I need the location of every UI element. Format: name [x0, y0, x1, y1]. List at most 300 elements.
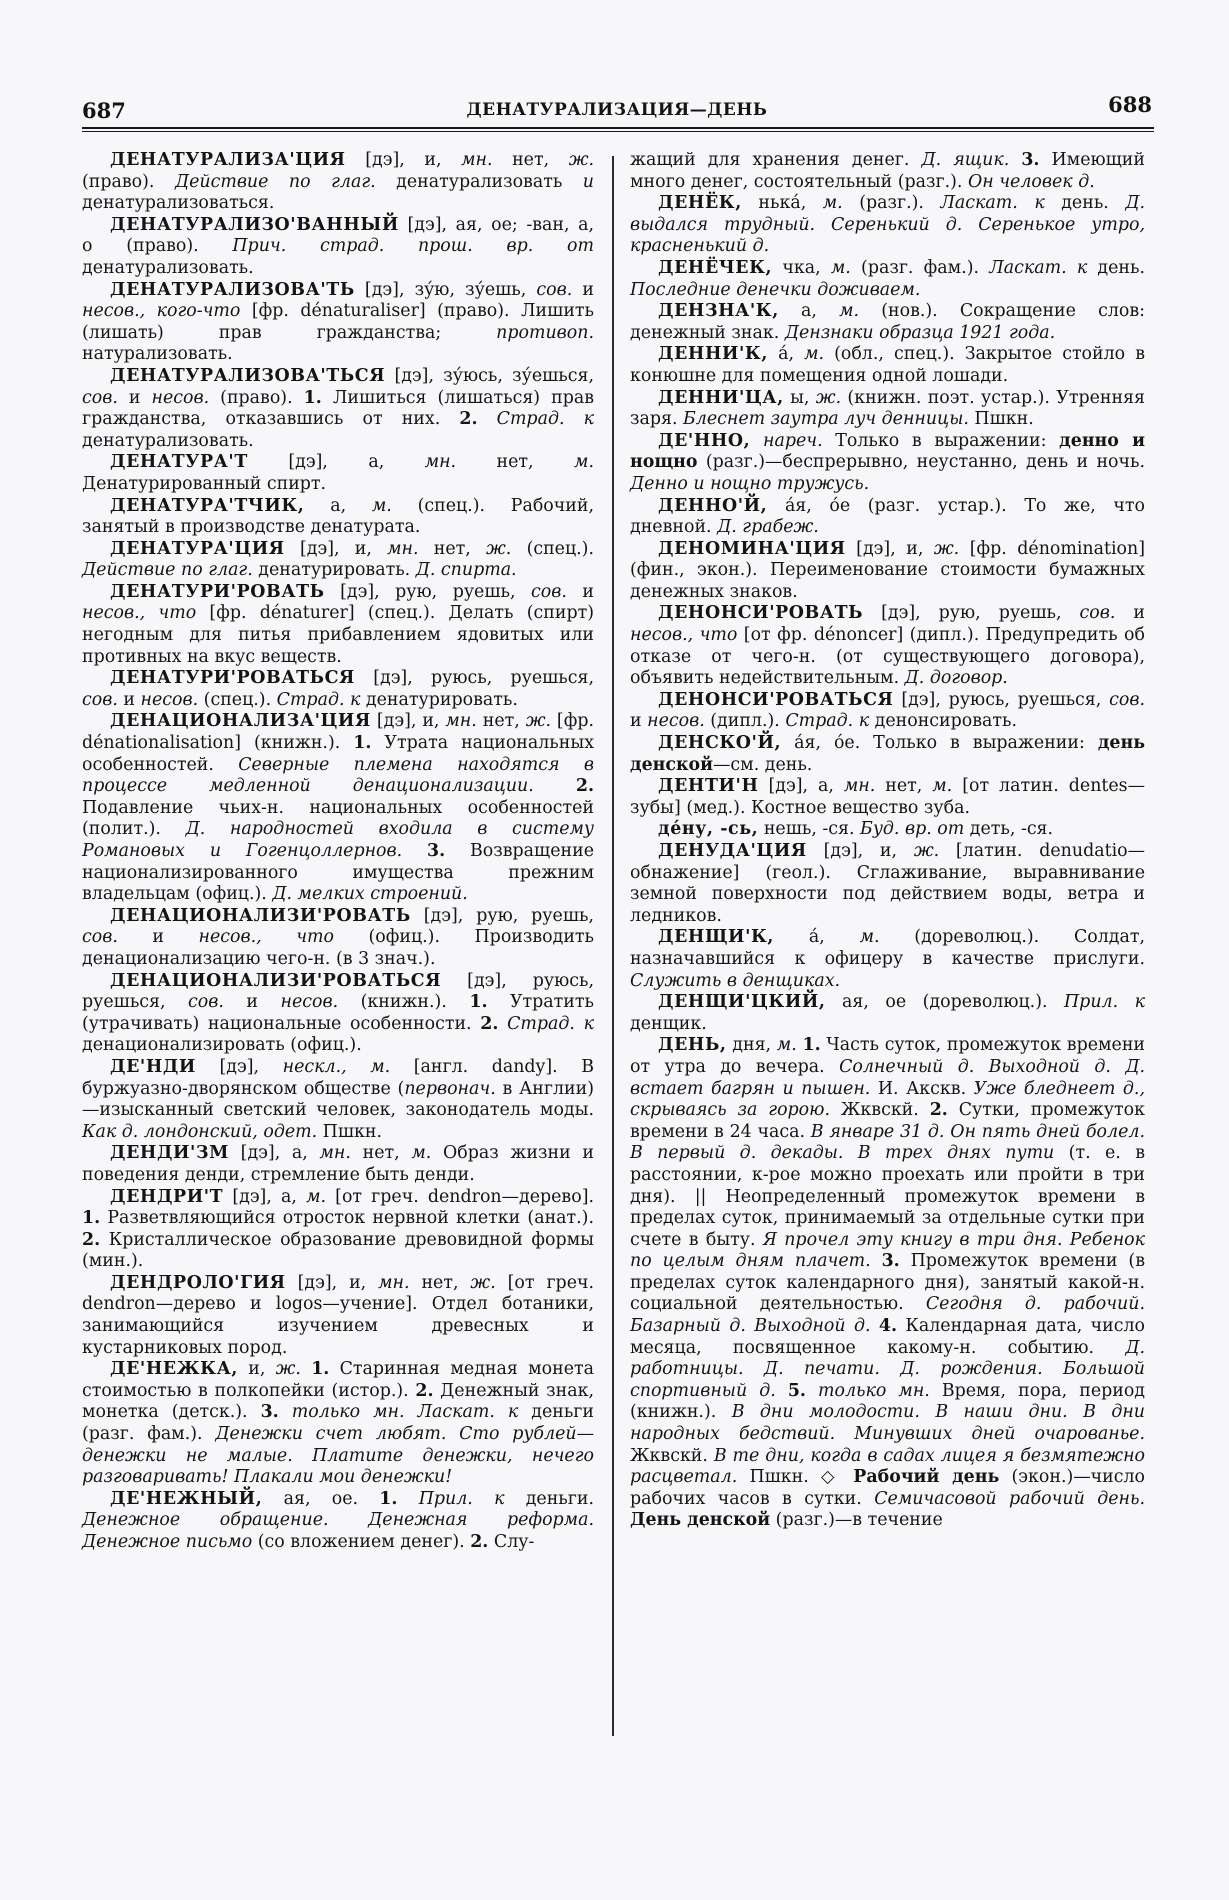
italic-text: Как д. лондонский, одет.: [82, 1121, 318, 1142]
entry-text: Денатурированный спирт.: [82, 473, 327, 494]
bold-text: 2.: [575, 776, 594, 797]
headword: ДЕНТИ'Н: [658, 776, 759, 797]
page-number-left: 687: [82, 98, 126, 123]
entry-text: (обл., спец.). Закрытое стойло в конюшне для помещения одной лошади.: [630, 344, 1146, 386]
italic-text: Ласкат. к: [940, 193, 1045, 214]
italic-text: несов.: [647, 711, 705, 732]
italic-text: м.: [804, 344, 825, 365]
entry-text: [от греч. dendron—дерево и logos—учение]. Отдел ботаники, занимающийся изучением древесных и кустарниковых пород.: [82, 1272, 595, 1358]
entry-text: Сутки, промежуток времени в 24 часа.: [630, 1100, 1145, 1142]
entry-text: нет,: [875, 776, 933, 797]
italic-text: и: [582, 171, 594, 192]
entry-text: нет,: [350, 1143, 412, 1164]
bold-text: 2.: [415, 1380, 434, 1401]
italic-text: противоп.: [496, 322, 594, 343]
entry-text: [дэ], и,: [285, 1272, 379, 1293]
italic-text: Действие по глаг.: [174, 171, 376, 192]
bold-text: 1.: [303, 387, 322, 408]
entry-text: денщик.: [630, 1013, 707, 1034]
entry-text: (офиц.). Производить денационализацию чего-н. (в 3 знач.).: [82, 927, 595, 969]
entry-text: [дэ], и,: [345, 150, 462, 170]
headword: ДЕНАТУРАЛИЗОВА'ТЬСЯ: [110, 365, 386, 386]
entry-text: а,: [304, 495, 372, 516]
headword: ДЕНОНСИ'РОВАТЬ: [658, 603, 864, 624]
italic-text: Дензнаки образца 1921 года.: [784, 322, 1056, 343]
italic-text: м.: [776, 1035, 797, 1056]
italic-text: Д. договор.: [904, 668, 1008, 689]
entry-text: Жквскй.: [630, 1445, 714, 1466]
entry-text: Утрата национальных особенностей.: [82, 733, 595, 775]
italic-text: первонач.: [404, 1078, 496, 1099]
entry-text: и,: [237, 1359, 276, 1380]
entry-text: [дэ], а,: [758, 776, 844, 797]
headword: ДЕННИ'ЦА,: [658, 387, 784, 408]
italic-text: Д. ящик.: [921, 150, 1010, 170]
bold-text: 1.: [802, 1035, 821, 1056]
left-column: [82, 150, 594, 1554]
headword: ДЕННО'Й,: [658, 495, 768, 516]
dictionary-entry: [82, 1359, 594, 1489]
headword: ДЕНАТУРА'ТЧИК,: [110, 495, 305, 516]
entry-text: [дэ], руюсь, руешься,: [893, 689, 1110, 710]
italic-text: ж.: [525, 711, 551, 732]
entry-text: деть, -ся.: [964, 819, 1054, 840]
dictionary-entry: [630, 258, 1145, 301]
italic-text: Уже бледнеет д., скрываясь за горою.: [630, 1078, 1145, 1121]
bold-text: День денской: [630, 1510, 771, 1531]
headword: ДЕНДРИ'Т: [110, 1186, 224, 1207]
dictionary-entry: [82, 668, 594, 711]
italic-text: В дни молодости. В наши дни. В дни народных бедствий. Минувших дней очарованье.: [630, 1402, 1145, 1445]
entry-text: [дэ], рую, руешь,: [863, 603, 1080, 624]
dictionary-entry: [630, 539, 1145, 604]
entry-text: [дэ], а,: [223, 1186, 307, 1207]
entry-text: [дэ], руюсь, руешься,: [354, 668, 594, 689]
italic-text: мн.: [424, 452, 457, 473]
column-separator: [612, 156, 614, 1736]
entry-text: [871, 1251, 882, 1271]
bold-text: 2.: [82, 1229, 101, 1250]
entry-text: а́,: [768, 344, 805, 365]
bold-text: 1.: [353, 733, 372, 754]
entry-text: (право).: [209, 387, 304, 408]
right-column: [630, 150, 1145, 1532]
entry-text: Только в выражении:: [822, 430, 1060, 451]
entry-text: в Англии)—изысканный светский человек, законодатель моды.: [82, 1078, 594, 1121]
bold-text: 3.: [427, 841, 446, 861]
entry-text: Имеющий много денег, состоятельный (разг.).: [630, 150, 1145, 192]
dictionary-entry: [82, 280, 594, 366]
italic-text: сов.: [1109, 689, 1145, 710]
entry-text: чка,: [772, 257, 831, 278]
italic-text: Прил. к: [1064, 992, 1145, 1013]
italic-text: Я прочел эту книгу в три дня. Ребенок по целым дням плачет.: [630, 1229, 1146, 1272]
entry-text: (спец.). Рабочий, занятый в производстве денатурата.: [82, 495, 594, 538]
entry-text: [дэ], руюсь, руешься,: [82, 970, 594, 1013]
entry-text: Образ жизни и поведения денди, стремление быть денди.: [82, 1143, 594, 1185]
entry-text: дня,: [726, 1035, 777, 1056]
entry-text: [776, 1381, 788, 1401]
headword: ДЕНЩИ'К,: [658, 927, 775, 948]
italic-text: В январе 31 д. Он пять дней болел. В первый д. декады. В трех днях пути: [630, 1121, 1145, 1164]
bold-text: 3.: [881, 1251, 900, 1272]
dictionary-entry: [82, 1143, 594, 1186]
entry-text: и: [117, 927, 199, 948]
entry-text: (право).: [82, 171, 175, 192]
italic-text: В те дни, когда в садах лицея я безмятежно расцветал.: [630, 1445, 1145, 1488]
italic-text: ж.: [486, 538, 512, 559]
entry-text: [дэ], и,: [370, 711, 446, 732]
entry-text: день.: [1044, 193, 1126, 214]
italic-text: Он человек д.: [968, 171, 1095, 192]
italic-text: несов.: [151, 387, 210, 408]
dictionary-entry: [82, 452, 594, 495]
entry-text: Пшкн.: [968, 409, 1034, 430]
italic-text: Прич. страд. прош. вр. от: [232, 236, 594, 257]
header-rule-thin: [82, 131, 1154, 132]
entry-text: денатурализоваться.: [82, 193, 275, 214]
headword: ДЕНАЦИОНАЛИЗИ'РОВАТЬ: [110, 905, 411, 926]
italic-text: Страд. к: [276, 689, 361, 710]
italic-text: мн.: [461, 150, 493, 170]
entry-text: [от фр. dénoncer] (дипл.). Предупредить об отказе от чего-н. (от существующего договора), объявить недействительным.: [630, 625, 1145, 689]
italic-text: Буд. вр. от: [860, 819, 965, 840]
entry-text: (разг. фам.).: [850, 257, 990, 278]
entry-text: [478, 409, 497, 429]
headword: ДЕНЗНА'К,: [658, 301, 779, 322]
entry-text: и: [572, 279, 594, 300]
italic-text: Страд. к: [507, 1013, 594, 1034]
entry-text: и: [566, 581, 595, 602]
italic-text: сов.: [82, 689, 118, 710]
entry-text: и: [630, 711, 648, 732]
entry-text: Кристаллическое образование древовидной формы (мин.).: [82, 1229, 594, 1272]
italic-text: Д. спирта.: [415, 560, 517, 581]
bold-text: 3.: [260, 1402, 279, 1423]
italic-text: сов.: [1079, 603, 1116, 624]
entry-text: (книжн.).: [338, 992, 470, 1013]
entry-text: [279, 1402, 292, 1422]
entry-text: Календарная дата, число месяца, посвященное какому-н. событию.: [630, 1316, 1145, 1358]
dictionary-entry: [82, 1057, 594, 1143]
dictionary-entry: [630, 496, 1145, 539]
entry-text: денатурировать.: [360, 689, 518, 710]
italic-text: мн.: [378, 1272, 410, 1293]
dictionary-entry: [630, 193, 1145, 258]
italic-text: м.: [822, 193, 843, 214]
entry-text: Лишиться (лишаться) прав гражданства, отказавшись от них.: [82, 387, 594, 430]
entry-text: [дэ], и,: [845, 538, 934, 559]
bold-text: 1.: [311, 1359, 330, 1380]
bold-text: 3.: [1021, 150, 1040, 170]
italic-text: сов.: [536, 279, 573, 300]
headword: ДЕНДРОЛО'ГИЯ: [110, 1272, 286, 1293]
entry-text: нет,: [476, 711, 526, 732]
entry-text: и: [117, 387, 152, 408]
headword: ДЕ'НЕЖКА,: [110, 1359, 238, 1380]
entry-text: Пшкн. ◇: [737, 1467, 854, 1488]
italic-text: Ласкат. к: [989, 257, 1088, 278]
header-rule: [82, 127, 1154, 129]
entry-text: [дэ], а,: [228, 1143, 320, 1164]
entry-text: [дэ],: [195, 1056, 283, 1077]
entry-text: (со вложением денег).: [252, 1532, 471, 1552]
dictionary-entry: [630, 1035, 1145, 1532]
headword: ДЕНСКО'Й,: [658, 733, 782, 754]
entry-text: Пшкн.: [317, 1121, 383, 1142]
bold-text: 2.: [459, 409, 478, 430]
italic-text: ж.: [470, 1272, 496, 1293]
italic-text: сов.: [82, 387, 118, 408]
entry-text: денатурировать.: [252, 560, 416, 581]
italic-text: несов.: [140, 689, 199, 710]
entry-text: а,: [778, 301, 840, 322]
dictionary-entry: [82, 711, 594, 905]
italic-text: Денно и нощно тружусь.: [630, 473, 870, 494]
italic-text: м.: [574, 452, 594, 473]
entry-text: [дэ], рую, руешь,: [324, 581, 532, 602]
italic-text: ж.: [568, 150, 595, 170]
entry-text: (книжн. поэт. устар.). Утренняя заря.: [630, 387, 1145, 430]
italic-text: Последние денечки доживаем.: [630, 279, 921, 300]
entry-text: Подавление чьих-н. национальных особенностей (полит.).: [82, 797, 594, 840]
entry-text: нет,: [492, 150, 569, 170]
italic-text: несов.: [280, 992, 339, 1013]
bold-text: 1.: [469, 992, 488, 1013]
entry-text: деньги.: [504, 1488, 595, 1509]
bold-text: Рабочий день: [853, 1467, 1000, 1488]
running-title: ДЕНАТУРАЛИЗАЦИЯ—ДЕНЬ: [466, 100, 768, 120]
bold-text: 4.: [878, 1316, 898, 1337]
dictionary-entry: [82, 215, 594, 280]
entry-text: [дэ], а,: [247, 452, 425, 473]
dictionary-entry: [82, 1489, 594, 1554]
headword: ДЕНЩИ'ЦКИЙ,: [658, 992, 826, 1013]
bold-text: день денской: [630, 733, 1145, 775]
italic-text: только мн. Ласкат. к: [291, 1402, 519, 1423]
entry-text: [1009, 150, 1021, 170]
bold-text: 1.: [82, 1208, 101, 1229]
headword: ДЕНАТУРАЛИЗОВА'ТЬ: [110, 279, 355, 300]
italic-text: нескл., м.: [282, 1056, 391, 1077]
entry-text: (спец.).: [198, 689, 277, 710]
entry-text: нешь, -ся.: [758, 819, 861, 840]
entry-text: [фр. dénaturer] (спец.). Делать (спирт) негодным для питья прибавлением ядовитых или противных на вкус веществ.: [82, 603, 594, 667]
entry-text: (разг.)—в течение: [770, 1510, 943, 1531]
entry-text: [806, 1381, 818, 1401]
italic-text: Служить в денщиках.: [630, 970, 841, 991]
entry-text: —см. день.: [713, 754, 813, 775]
entry-text: денонсировать.: [869, 711, 1018, 732]
italic-text: несов., что: [198, 927, 334, 948]
italic-text: Д. работницы. Д. печати. Д. рождения. Большой спортивный д.: [630, 1337, 1145, 1401]
italic-text: м.: [371, 495, 392, 516]
entry-text: (разг.).: [842, 193, 941, 214]
entry-text: Возвращение национализированного имущества прежним владельцам (офиц.).: [82, 841, 594, 905]
dictionary-entry: [630, 841, 1145, 927]
italic-text: Денежное обращение. Денежная реформа. Денежное письмо: [82, 1510, 594, 1552]
headword: ДЕНАЦИОНАЛИЗИ'РОВАТЬСЯ: [110, 970, 442, 991]
entry-text: денационализировать (офиц.).: [82, 1035, 362, 1056]
dictionary-entry: [82, 906, 594, 971]
italic-text: только мн.: [818, 1380, 930, 1401]
dictionary-entry: [82, 366, 594, 452]
italic-text: м.: [839, 301, 860, 322]
italic-text: несов., кого-что: [82, 301, 241, 322]
dictionary-entry: [82, 1273, 594, 1359]
bold-text: 1.: [379, 1488, 398, 1509]
entry-text: И. Акскв.: [870, 1078, 974, 1099]
entry-text: натурализовать.: [82, 344, 233, 365]
entry-text: Жквскй.: [829, 1100, 930, 1121]
headword: ДЕНАТУРАЛИЗА'ЦИЯ: [110, 150, 346, 170]
entry-text: нет,: [409, 1272, 471, 1293]
entry-text: (нов.). Сокращение слов: денежный знак.: [630, 301, 1145, 343]
entry-text: и: [1115, 603, 1146, 624]
dictionary-entry: [82, 582, 594, 668]
bold-text: денно и нощно: [630, 430, 1146, 473]
entry-text: [фр. dénomination] (фин., экон.). Переименование стоимости бумажных денежных знаков.: [630, 538, 1145, 602]
dictionary-entry: [630, 603, 1145, 689]
entry-text: Слу-: [488, 1532, 535, 1552]
dictionary-entry: [630, 927, 1145, 992]
entry-text: а́,: [774, 927, 860, 948]
dictionary-entry: [82, 496, 594, 539]
italic-text: мн.: [387, 538, 419, 559]
headword: ДЕНАТУРИ'РОВАТЬ: [110, 581, 325, 602]
italic-text: Д. народностей входила в систему Романовых и Гогенцоллернов.: [82, 819, 594, 861]
bold-text: 5.: [787, 1380, 806, 1401]
headword: ДЕНАТУРА'Т: [110, 452, 248, 473]
italic-text: Д. мелких строений.: [272, 884, 468, 905]
entry-text: (т. е. в расстоянии, к-рое можно проехать или пройти в три дня). || Неопределенный промежуток времени в пределах суток, принимаемый за отдельные сутки при счете в быту.: [630, 1143, 1145, 1250]
italic-text: м.: [411, 1143, 432, 1164]
italic-text: Д. выдался трудный. Серенький д. Серенькое утро, красненький д.: [630, 193, 1145, 257]
dictionary-entry: [630, 819, 1145, 841]
headword: ДЕНАТУРАЛИЗО'ВАННЫЙ: [110, 214, 399, 235]
italic-text: Страд. к: [496, 409, 594, 430]
entry-text: и: [117, 689, 141, 710]
dictionary-entry: [630, 776, 1145, 819]
italic-text: Сегодня д. рабочий. Базарный д. Выходной д.: [630, 1294, 1145, 1337]
headword: ДЕНДИ'ЗМ: [110, 1143, 229, 1164]
entry-text: Часть суток, промежуток времени от утра до вечера.: [630, 1035, 1145, 1077]
italic-text: ж.: [275, 1359, 301, 1380]
entry-text: нет,: [456, 452, 575, 473]
page-header: [82, 92, 1152, 126]
entry-text: день.: [1087, 257, 1145, 278]
italic-text: сов.: [188, 992, 224, 1013]
entry-text: нька́,: [741, 193, 823, 214]
entry-text: [фр. dénaturaliser] (право). Лишить (лишать) прав гражданства;: [82, 301, 594, 343]
entry-text: [дэ], рую, руешь,: [410, 905, 594, 926]
entry-text: [дэ], зу́юсь, зу́ешься,: [385, 365, 594, 386]
italic-text: м.: [932, 776, 953, 797]
entry-text: [402, 841, 427, 861]
bold-text: 2.: [470, 1532, 489, 1552]
entry-text: Время, пора, период (книжн.).: [630, 1380, 1146, 1423]
entry-text: денатурализовать.: [82, 430, 254, 451]
italic-text: Страд. к: [785, 711, 870, 732]
italic-text: ж.: [933, 538, 960, 559]
headword: ДЕНАТУРА'ЦИЯ: [110, 538, 285, 559]
dictionary-entry: [82, 971, 594, 1057]
entry-text: и: [223, 992, 281, 1013]
headword: ДЕ'НДИ: [110, 1056, 196, 1077]
italic-text: мн.: [319, 1143, 351, 1164]
headword: ДЕ'НЕЖНЫЙ,: [110, 1488, 263, 1509]
entry-text: нет,: [418, 538, 487, 559]
entry-text: Утратить (утрачивать) национальные особенности.: [82, 992, 594, 1034]
entry-text: [301, 1359, 311, 1379]
entry-text: [397, 1489, 418, 1509]
entry-text: (экон.)—число рабочих часов в сутки.: [630, 1467, 1145, 1509]
entry-text: деньги (разг. фам.).: [82, 1402, 595, 1445]
italic-text: нареч.: [763, 430, 823, 451]
headword: ДЕНЁК,: [658, 193, 742, 214]
headword: ДЕНОНСИ'РОВАТЬСЯ: [658, 689, 894, 710]
dictionary-entry: [630, 344, 1145, 387]
italic-text: м.: [306, 1186, 327, 1207]
italic-text: несов., что: [630, 625, 738, 646]
italic-text: мн.: [445, 711, 477, 732]
dictionary-entry: [630, 388, 1145, 431]
italic-text: Семичасовой рабочий день.: [874, 1488, 1146, 1509]
italic-text: м.: [830, 257, 851, 278]
dictionary-entry: [82, 150, 594, 215]
dictionary-entry: [82, 539, 594, 582]
italic-text: м.: [859, 927, 880, 948]
headword: де́ну, -сь,: [658, 819, 759, 840]
entry-text: а́я, о́е (разг. устар.). То же, что дневной.: [630, 495, 1145, 538]
entry-text: (разг.)—беспрерывно, неустанно, день и ночь.: [697, 452, 1145, 473]
dictionary-entry: [630, 431, 1145, 496]
entry-text: а́я, о́е. Только в выражении:: [781, 733, 1098, 754]
italic-text: ж.: [815, 387, 842, 408]
dictionary-entry: [82, 1187, 594, 1273]
entry-text: [фр. dénationalisation] (книжн.).: [82, 711, 594, 754]
entry-text: ая, ое (дореволюц.).: [825, 992, 1065, 1013]
entry-text: [750, 431, 763, 451]
entry-text: [англ. dandy]. В буржуазно-дворянском обществе (: [82, 1056, 595, 1099]
italic-text: ж.: [913, 841, 940, 861]
bold-text: 2.: [480, 1013, 499, 1034]
italic-text: сов.: [531, 581, 567, 602]
entry-text: Старинная медная монета стоимостью в полкопейки (истор.).: [82, 1359, 594, 1401]
entry-text: (спец.).: [511, 538, 594, 559]
entry-text: жащий для хранения денег.: [630, 150, 922, 170]
italic-text: Прил. к: [418, 1488, 505, 1509]
entry-text: денатурализовать.: [82, 257, 254, 278]
entry-text: [от греч. dendron—дерево].: [326, 1186, 595, 1207]
italic-text: Действие по глаг.: [82, 560, 253, 581]
headword: ДЕНАЦИОНАЛИЗА'ЦИЯ: [110, 711, 371, 732]
entry-text: [дэ], и,: [284, 538, 388, 559]
italic-text: несов., что: [82, 603, 197, 624]
page-number-right: 688: [1108, 92, 1152, 117]
headword: ДЕНЁЧЕК,: [658, 257, 773, 278]
italic-text: Денежки счет любят. Сто рублей—денежки не малые. Платите денежки, нечего разговаривать! Плакали мои денежки!: [82, 1424, 594, 1488]
headword: ДЕНЬ,: [658, 1035, 727, 1056]
entry-text: [534, 776, 576, 796]
italic-text: Блеснет заутра луч денницы.: [683, 409, 969, 430]
dictionary-entry: [630, 150, 1145, 193]
entry-text: (дореволюц.). Солдат, назначавшийся к офицеру в качестве прислуги.: [630, 927, 1146, 969]
headword: ДЕНАТУРИ'РОВАТЬСЯ: [110, 668, 355, 689]
entry-text: [дэ], и,: [806, 841, 914, 861]
dictionary-entry: [630, 690, 1145, 733]
headword: ДЕНОМИНА'ЦИЯ: [658, 538, 846, 559]
